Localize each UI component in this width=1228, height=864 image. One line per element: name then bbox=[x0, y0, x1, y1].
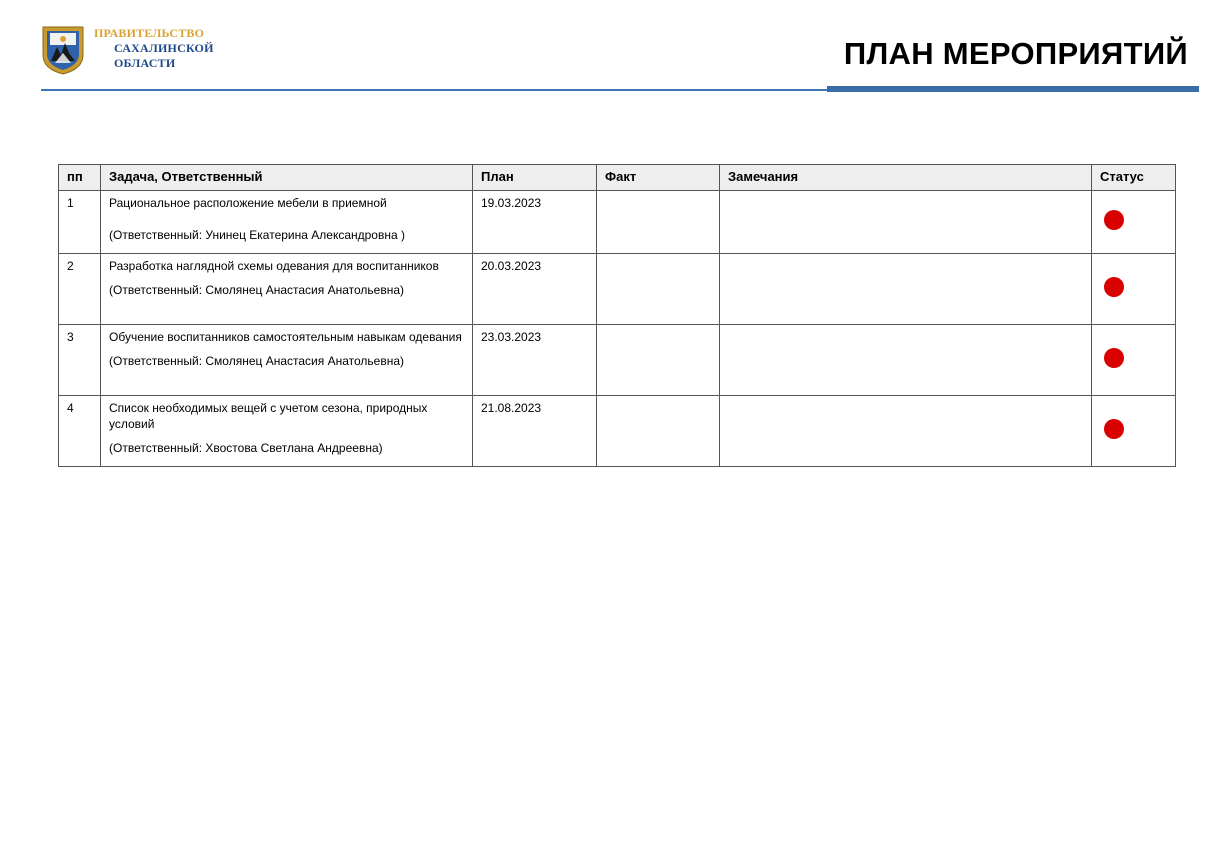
task-cell bbox=[101, 191, 473, 254]
task-name: Рациональное расположение мебели в приемной bbox=[109, 196, 387, 210]
task-name: Разработка наглядной схемы одевания для воспитанников bbox=[109, 259, 439, 273]
coat-of-arms-logo bbox=[41, 25, 85, 75]
row-number: 3 bbox=[59, 325, 101, 396]
row-number: 1 bbox=[59, 191, 101, 254]
table-row bbox=[59, 191, 1176, 254]
table-row bbox=[59, 325, 1176, 396]
plan-date: 23.03.2023 bbox=[473, 325, 597, 396]
column-header-number: пп bbox=[59, 165, 101, 191]
fact-cell bbox=[597, 396, 720, 467]
task-responsible: (Ответственный: Унинец Екатерина Александровна ) bbox=[109, 228, 405, 242]
table-header-row bbox=[59, 165, 1176, 191]
organization-name bbox=[94, 26, 214, 71]
notes-cell bbox=[720, 191, 1092, 254]
header-divider-thin bbox=[41, 89, 827, 91]
plan-date: 20.03.2023 bbox=[473, 254, 597, 325]
status-cell bbox=[1092, 396, 1176, 467]
notes-cell bbox=[720, 396, 1092, 467]
row-number: 2 bbox=[59, 254, 101, 325]
task-responsible: (Ответственный: Смолянец Анастасия Анатольевна) bbox=[109, 283, 404, 297]
status-cell bbox=[1092, 191, 1176, 254]
plan-date: 21.08.2023 bbox=[473, 396, 597, 467]
header-divider-thick bbox=[827, 86, 1199, 92]
status-indicator-icon bbox=[1104, 419, 1124, 439]
status-indicator-icon bbox=[1104, 277, 1124, 297]
task-name: Список необходимых вещей с учетом сезона, природных условий bbox=[109, 401, 428, 431]
task-cell bbox=[101, 325, 473, 396]
task-cell bbox=[101, 396, 473, 467]
row-number: 4 bbox=[59, 396, 101, 467]
fact-cell bbox=[597, 325, 720, 396]
notes-cell bbox=[720, 325, 1092, 396]
table-row bbox=[59, 396, 1176, 467]
status-indicator-icon bbox=[1104, 348, 1124, 368]
status-cell bbox=[1092, 325, 1176, 396]
org-line-3: ОБЛАСТИ bbox=[114, 56, 176, 70]
task-responsible: (Ответственный: Смолянец Анастасия Анатольевна) bbox=[109, 354, 404, 368]
column-header-status: Статус bbox=[1092, 165, 1176, 191]
column-header-task: Задача, Ответственный bbox=[101, 165, 473, 191]
table-row bbox=[59, 254, 1176, 325]
plan-date: 19.03.2023 bbox=[473, 191, 597, 254]
fact-cell bbox=[597, 254, 720, 325]
fact-cell bbox=[597, 191, 720, 254]
column-header-notes: Замечания bbox=[720, 165, 1092, 191]
page-title: ПЛАН МЕРОПРИЯТИЙ bbox=[843, 36, 1188, 71]
notes-cell bbox=[720, 254, 1092, 325]
column-header-fact: Факт bbox=[597, 165, 720, 191]
task-name: Обучение воспитанников самостоятельным навыкам одевания bbox=[109, 330, 462, 344]
column-header-plan: План bbox=[473, 165, 597, 191]
org-line-1: ПРАВИТЕЛЬСТВО bbox=[94, 26, 205, 40]
task-responsible: (Ответственный: Хвостова Светлана Андреевна) bbox=[109, 441, 383, 455]
task-cell bbox=[101, 254, 473, 325]
org-line-2: САХАЛИНСКОЙ bbox=[114, 41, 214, 55]
status-cell bbox=[1092, 254, 1176, 325]
action-plan-table bbox=[58, 164, 1176, 467]
status-indicator-icon bbox=[1104, 210, 1124, 230]
